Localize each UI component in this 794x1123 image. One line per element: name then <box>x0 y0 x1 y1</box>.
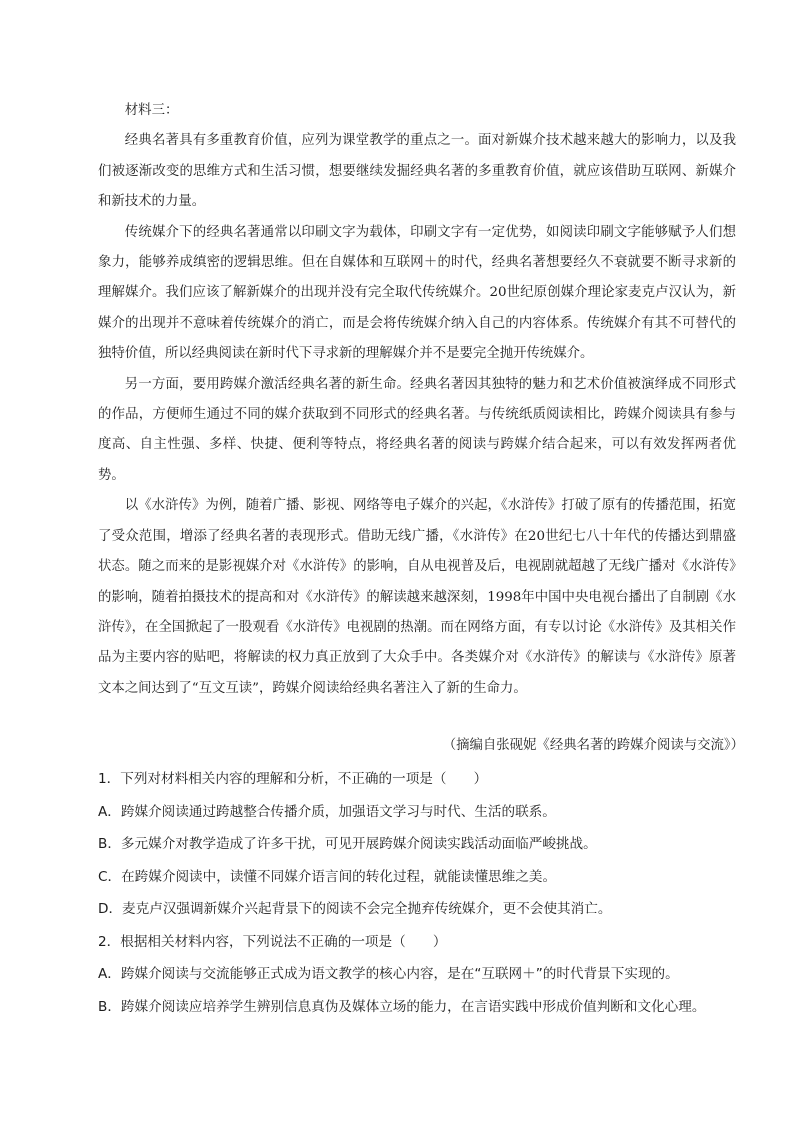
question-2-option-a: A．跨媒介阅读与交流能够正式成为语文教学的核心内容，是在“互联网＋”的时代背景下实现的。 <box>98 966 679 982</box>
material-source-citation: （摘编自张砚妮《经典名著的跨媒介阅读与交流》） <box>442 738 744 753</box>
question-1-stem: 1．下列对材料相关内容的理解和分析，不正确的一项是（ ） <box>98 771 488 787</box>
material-paragraph-4: 以《水浒传》为例，随着广播、影视、网络等电子媒介的兴起，《水浒传》打破了原有的传播范围，拓宽了受众范围，增添了经典名著的表现形式。借助无线广播，《水浒传》在20世纪七八十年代的传播达到鼎盛状态。随之而来的是影视媒介对《水浒传》的影响，自从电视普及后，电视剧就超越了无线广播对《水浒传》的影响，随着拍摄技术的提高和对《水浒传》的解读越来越深刻，1998年中国中央电视台播出了自制剧《水浒传》，在全国掀起了一股观看《水浒传》电视剧的热潮。而在网络方面，有专以讨论《水浒传》及其相关作品为主要内容的贴吧，将解读的权力真正放到了大众手中。各类媒介对《水浒传》的解读与《水浒传》原著文本之间达到了“互文互读”，跨媒介阅读给经典名著注入了新的生命力。 <box>98 498 736 696</box>
question-1-option-d: D．麦克卢汉强调新媒介兴起背景下的阅读不会完全抛弃传统媒介，更不会使其消亡。 <box>98 901 612 917</box>
material-title: 材料三： <box>124 103 179 118</box>
material-paragraph-2: 传统媒介下的经典名著通常以印刷文字为载体，印刷文字有一定优势，如阅读印刷文字能够赋予人们想象力，能够养成缜密的逻辑思维。但在自媒体和互联网＋的时代，经典名著想要经久不衰就要不断寻求新的理解媒介。我们应该了解新媒介的出现并没有完全取代传统媒介。20世纪原创媒介理论家麦克卢汉认为，新媒介的出现并不意味着传统媒介的消亡，而是会将传统媒介纳入自己的内容体系。传统媒介有其不可替代的独特价值，所以经典阅读在新时代下寻求新的理解媒介并不是要完全抛开传统媒介。 <box>98 224 736 362</box>
question-2-option-b: B．跨媒介阅读应培养学生辨别信息真伪及媒体立场的能力，在言语实践中形成价值判断和文化心理。 <box>98 998 706 1015</box>
question-2-stem: 2．根据相关材料内容，下列说法不正确的一项是（ ） <box>98 933 447 950</box>
material-paragraph-1: 经典名著具有多重教育价值，应列为课堂教学的重点之一。面对新媒介技术越来越大的影响力，以及我们被逐渐改变的思维方式和生活习惯，想要继续发掘经典名著的多重教育价值，就应该借助互联网、新媒介和新技术的力量。 <box>98 133 736 210</box>
questions-section <box>98 763 758 1023</box>
material-paragraph-3: 另一方面，要用跨媒介激活经典名著的新生命。经典名著因其独特的魅力和艺术价值被演绎成不同形式的作品，方便师生通过不同的媒介获取到不同形式的经典名著。与传统纸质阅读相比，跨媒介阅读具有参与度高、自主性强、多样、快捷、便利等特点，将经典名著的阅读与跨媒介结合起来，可以有效发挥两者优势。 <box>98 376 736 483</box>
question-1-option-c: C．在跨媒介阅读中，读懂不同媒介语言间的转化过程，就能读懂思维之美。 <box>98 868 557 885</box>
material-three <box>98 96 736 704</box>
question-1-option-b: B．多元媒介对教学造成了许多干扰，可见开展跨媒介阅读实践活动面临严峻挑战。 <box>98 836 597 852</box>
question-1-option-a: A．跨媒介阅读通过跨越整合传播介质，加强语文学习与时代、生活的联系。 <box>98 803 556 820</box>
